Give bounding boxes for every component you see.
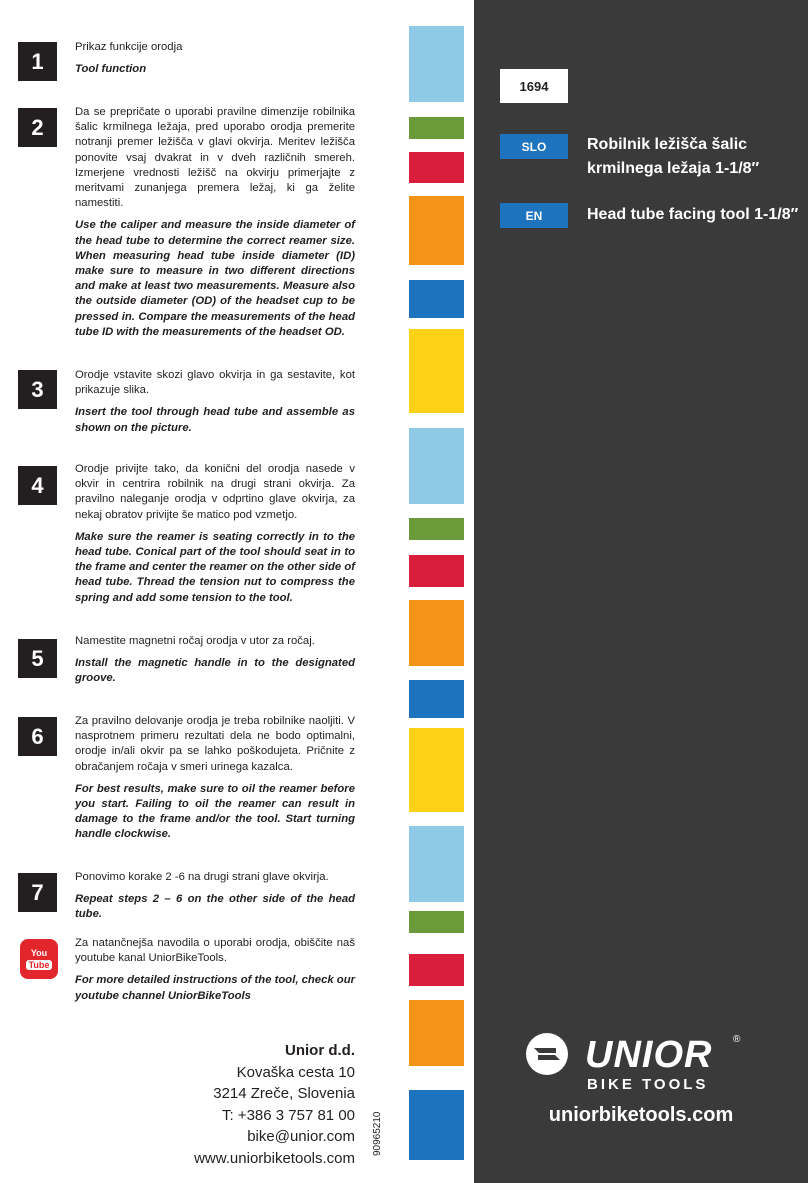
address-city: 3214 Zreče, Slovenia [213,1085,355,1102]
strip-segment [409,555,464,587]
step-1-en: Tool function [75,63,147,76]
step-7-number: 7 [18,873,57,912]
address-street: Kovaška cesta 10 [236,1063,355,1081]
product-title-slo-line2: krmilnega ležaja 1-1/8″ [587,160,760,177]
youtube-slo: Za natančnejša navodila o uporabi orodja, obiščite naš youtube kanal UniorBikeTools. [75,937,355,965]
strip-segment [409,680,464,718]
step-2-en: Use the caliper and measure the inside diameter of the head tube to determine the correct reamer size. When measuring head tube inside diameter (ID) make sure to measure in two different directions and make at least two measurements. Measure also the outside diameter (OD) of the headset cup to be pressed in. Compare the measurements of the head tube ID with the measurements of the headset OD. [75,219,355,338]
step-2-text [75,105,355,347]
company-address [194,1040,355,1169]
step-1-text [75,40,355,84]
lang-badge-en: EN [500,203,568,228]
step-4-slo: Orodje privijte tako, da konični del orodja nasede v okvir in centrira robilnik na drugi strani okvirja. Za pravilno naleganje orodja v odprtino glave okvirja, za nekaj obratov privijte še matico pod vzmetjo. [75,463,355,521]
color-strip [409,0,464,1183]
step-3-text [75,368,355,443]
step-5-number: 5 [18,639,57,678]
step-7-en: Repeat steps 2 – 6 on the other side of the head tube. [75,893,355,921]
step-2-number: 2 [18,108,57,147]
product-title-slo-line1: Robilnik ležišča šalic [587,136,748,153]
lang-badge-slo: SLO [500,134,568,159]
address-email[interactable]: bike@unior.com [247,1128,355,1145]
youtube-icon [20,939,58,979]
strip-segment [409,911,464,933]
step-7-text [75,870,355,930]
youtube-text [75,936,355,1011]
product-title-en: Head tube facing tool 1-1/8″ [587,206,799,223]
youtube-icon-tube: Tube [26,960,53,970]
step-4-number: 4 [18,466,57,505]
brand-name: UNIOR [585,1034,713,1076]
step-7-slo: Ponovimo korake 2 -6 na drugi strani glave okvirja. [75,871,329,883]
youtube-icon-you: You [30,948,48,958]
step-3-slo: Orodje vstavite skozi glavo okvirja in ga sestavite, kot prikazuje slika. [75,369,355,397]
step-1-slo: Prikaz funkcije orodja [75,41,183,53]
step-2-slo: Da se prepričate o uporabi pravilne dimenzije robilnika šalic krmilnega ležaja, pred uporabo orodja premerite notranji premer ležišča v glavi okvirja. Meritev ležišča ponovite vsaj dvakrat in v dveh različnih smereh. Izmerjene vrednosti ležišč na okvirju primerjajte z meritvami zunanjega premera ležaj, ki ga želite namestiti. [75,106,355,210]
step-6-slo: Za pravilno delovanje orodja je treba robilnike naoljiti. V nasprotnem primeru rezultati dela ne bodo optimalni, orodje in/ali okvir pa se lahko poškodujeta. Pričnite z obračanjem ročaja v smeri urinega kazalca. [75,715,355,773]
strip-segment [409,600,464,666]
step-3-number: 3 [18,370,57,409]
strip-segment [409,1090,464,1160]
step-4-en: Make sure the reamer is seating correctly in to the head tube. Conical part of the tool should seat in to the frame and center the reamer on the other side of head tube. Thread the tension nut to compress the spring and add some tension to the tool. [75,530,355,604]
brand-website[interactable]: uniorbiketools.com [548,1104,734,1126]
strip-segment [409,954,464,986]
strip-segment [409,280,464,318]
strip-segment [409,26,464,102]
address-web[interactable]: www.uniorbiketools.com [194,1149,355,1167]
strip-segment [409,826,464,902]
address-phone: T: +386 3 757 81 00 [221,1106,355,1124]
step-5-slo: Namestite magnetni ročaj orodja v utor za ročaj. [75,635,315,647]
step-6-number: 6 [18,717,57,756]
strip-segment [409,428,464,504]
strip-segment [409,152,464,183]
strip-segment [409,728,464,812]
step-6-text [75,714,355,850]
product-title-slo [587,133,802,181]
step-4-text [75,462,355,613]
step-3-en: Insert the tool through head tube and assemble as shown on the picture. [75,406,355,434]
document-number: 90965210 [372,1111,383,1156]
step-5-text [75,634,355,694]
product-code: 1694 [500,69,568,103]
strip-segment [409,196,464,265]
step-6-en: For best results, make sure to oil the reamer before you start. Failing to oil the reamer can result in damage to the frame and/or the tool. Start turning handle clockwise. [75,782,355,841]
strip-segment [409,518,464,540]
registered-mark: ® [733,1034,741,1045]
strip-segment [409,329,464,413]
strip-segment [409,117,464,139]
youtube-en: For more detailed instructions of the tool, check our youtube channel UniorBikeTools [75,974,355,1002]
step-5-en: Install the magnetic handle in to the designated groove. [75,657,355,685]
brand-subtitle: BIKE TOOLS [587,1076,709,1093]
step-1-number: 1 [18,42,57,81]
strip-segment [409,1000,464,1066]
company-name: Unior d.d. [285,1042,355,1059]
